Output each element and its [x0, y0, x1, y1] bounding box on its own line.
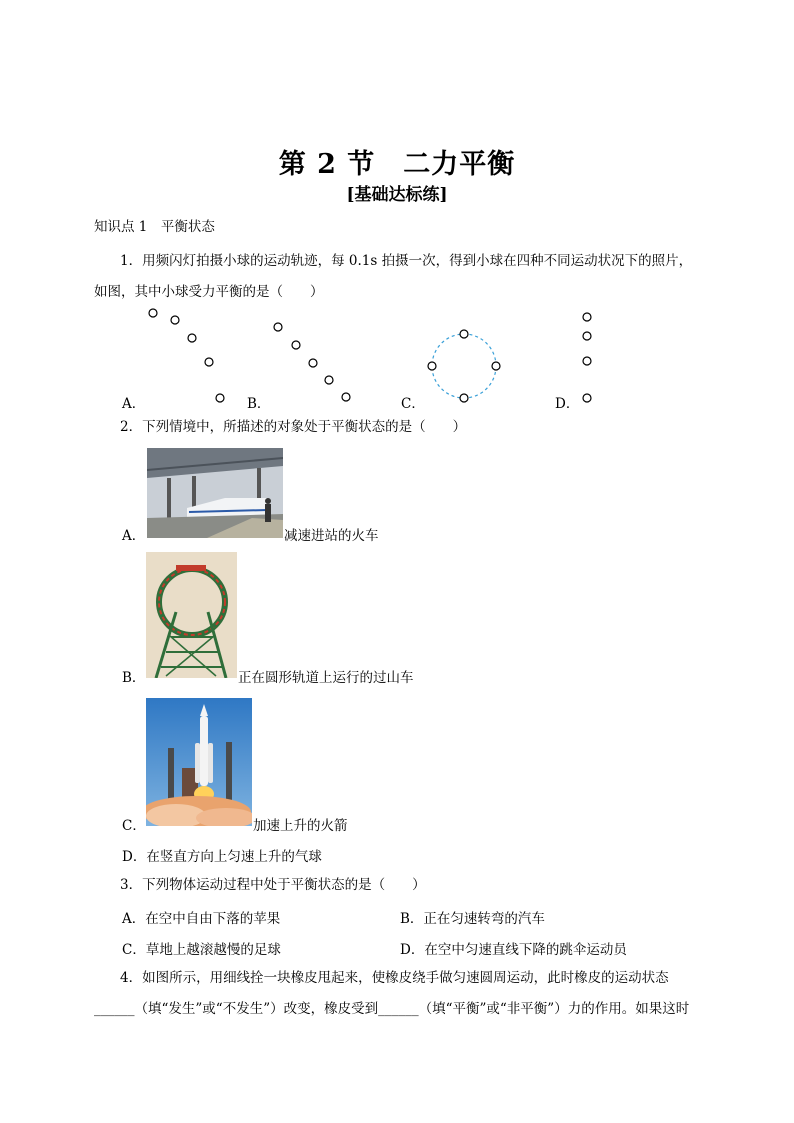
- ball: [460, 394, 468, 402]
- q2-option-a-text: 减速进站的火车: [284, 528, 379, 544]
- ball: [583, 313, 591, 321]
- rocket-launch-photo: [146, 698, 252, 826]
- q1-stem-line2: 如图，其中小球受力平衡的是（ ）: [94, 284, 324, 300]
- q3-option-c: C．草地上越滚越慢的足球: [122, 942, 281, 958]
- ball: [188, 334, 196, 342]
- ball: [583, 332, 591, 340]
- q2-option-c-letter: C．: [122, 818, 146, 834]
- page-subtitle: [基础达标练]: [346, 185, 448, 205]
- ball: [583, 394, 591, 402]
- section-label: 知识点 1 平衡状态: [94, 219, 215, 235]
- q1-option-d-trajectory: [583, 313, 591, 402]
- q2-option-d: D．在竖直方向上匀速上升的气球: [122, 849, 322, 865]
- ball: [292, 341, 300, 349]
- q1-option-c-label: C．: [401, 396, 425, 412]
- train-station-photo: [147, 448, 283, 538]
- q1-stem-line1: 1．用频闪灯拍摄小球的运动轨迹，每 0.1s 拍摄一次，得到小球在四种不同运动状况下的照片，: [120, 253, 693, 269]
- q4-line2: ______（填“发生”或“不发生”）改变，橡皮受到______（填“平衡”或“非平衡”）力的作用。如果这时: [94, 1001, 690, 1017]
- ball: [583, 357, 591, 365]
- ball: [171, 316, 179, 324]
- q3-option-b: B．正在匀速转弯的汽车: [400, 911, 545, 927]
- q2-option-b-letter: B．: [122, 670, 146, 686]
- q2-option-b-text: 正在圆形轨道上运行的过山车: [238, 670, 414, 686]
- q1-option-c-trajectory: [428, 330, 500, 402]
- ball: [492, 362, 500, 370]
- ball: [342, 393, 350, 401]
- circular-path: [432, 334, 496, 398]
- ball: [309, 359, 317, 367]
- q1-option-b-label: B．: [247, 396, 271, 412]
- q1-option-a-label: A．: [122, 396, 146, 412]
- roller-coaster-photo: [146, 552, 237, 678]
- ball: [216, 394, 224, 402]
- ball: [460, 330, 468, 338]
- ball: [325, 376, 333, 384]
- q1-option-a-trajectory: [149, 309, 224, 402]
- q1-figure: [0, 0, 794, 420]
- q2-option-c-text: 加速上升的火箭: [253, 818, 348, 834]
- ball: [205, 358, 213, 366]
- ball: [149, 309, 157, 317]
- ball: [274, 323, 282, 331]
- page-title: 第 2 节 二力平衡: [278, 149, 516, 180]
- q1-option-b-trajectory: [274, 323, 350, 401]
- q3-option-a: A．在空中自由下落的苹果: [122, 911, 281, 927]
- q3-stem: 3．下列物体运动过程中处于平衡状态的是（ ）: [120, 877, 426, 893]
- q4-line1: 4．如图所示，用细线拴一块橡皮甩起来，使橡皮绕手做匀速圆周运动，此时橡皮的运动状态: [120, 970, 669, 986]
- q3-option-d: D．在空中匀速直线下降的跳伞运动员: [400, 942, 627, 958]
- ball: [428, 362, 436, 370]
- q2-stem: 2．下列情境中，所描述的对象处于平衡状态的是（ ）: [120, 419, 467, 435]
- q1-option-d-label: D．: [555, 396, 580, 412]
- q2-option-a-letter: A．: [122, 528, 146, 544]
